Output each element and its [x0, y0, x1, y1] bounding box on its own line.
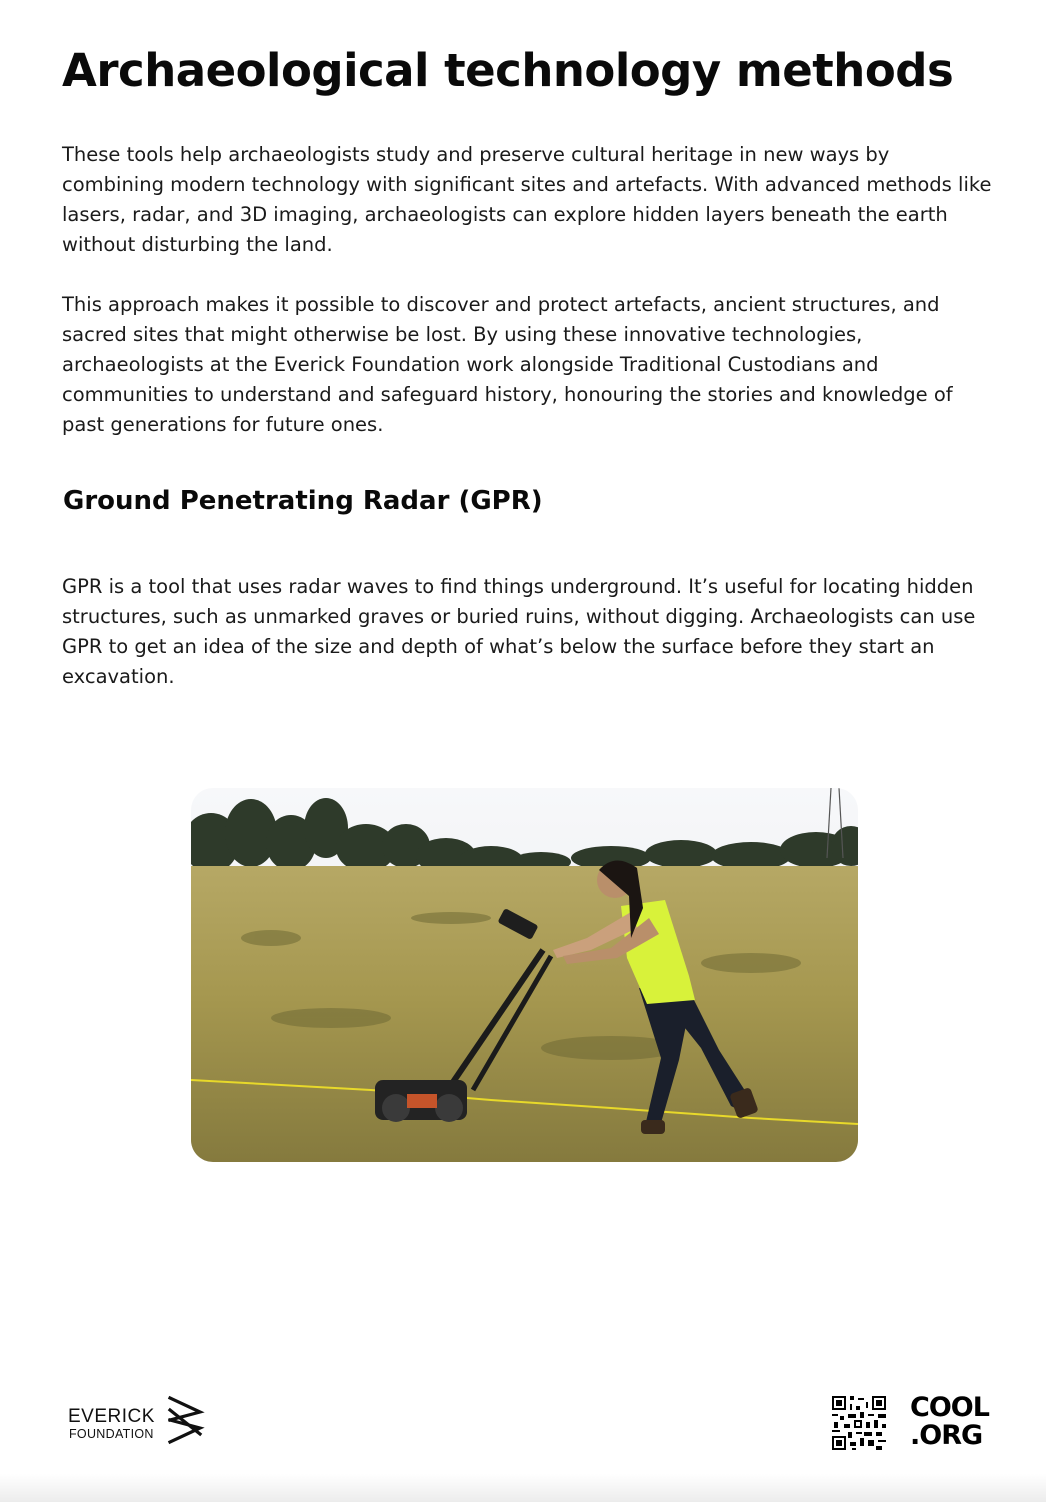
page-title: Archaeological technology methods [62, 44, 954, 97]
cool-logo-line-2: .ORG [910, 1420, 983, 1451]
footer-shadow [0, 1474, 1046, 1502]
intro-paragraph-1: These tools help archaeologists study and preserve cultural heritage in new ways by combining modern technology with significant sites and artefacts. With advanced methods like lasers, radar, and 3D imaging, archaeologists can explore hidden layers beneath the earth without disturbing the land. [62, 143, 992, 256]
intro-paragraph-2: This approach makes it possible to discover and protect artefacts, ancient structures, and sacred sites that might otherwise be lost. By using these innovative technologies, archaeologists at the Everick Foundation work alongside Traditional Custodians and communities to understand and safeguard history, honouring the stories and knowledge of past generations for future ones. [62, 293, 953, 436]
cool-logo-line-1: COOL [910, 1392, 989, 1423]
everick-foundation-logo [68, 1394, 208, 1446]
section-body: GPR is a tool that uses radar waves to find things underground. It’s useful for locating hidden structures, such as unmarked graves or buried ruins, without digging. Archaeologists can use GPR to get an idea of the size and depth of what’s below the surface before they start an excavation. [62, 575, 976, 688]
everick-wordmark: EVERICK [68, 1406, 155, 1427]
everick-subtitle: FOUNDATION [69, 1427, 154, 1441]
qr-code-icon [832, 1396, 886, 1450]
gpr-photo [191, 788, 858, 1162]
section-heading: Ground Penetrating Radar (GPR) [63, 486, 543, 516]
cool-org-logo [910, 1394, 996, 1450]
everick-chevron-icon [166, 1394, 206, 1446]
